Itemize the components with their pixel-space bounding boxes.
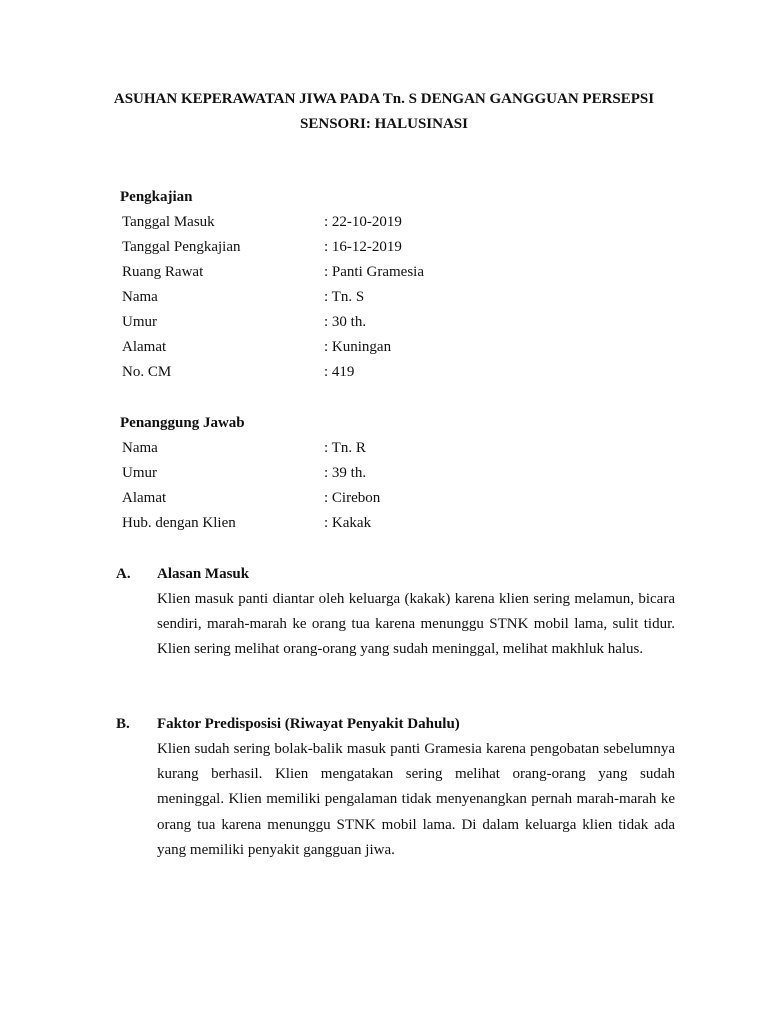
pengkajian-row (122, 262, 622, 287)
field-label: No. CM (122, 364, 172, 380)
field-label: Tanggal Masuk (122, 214, 215, 230)
pengkajian-row (122, 212, 622, 237)
field-value: : 30 th. (324, 312, 366, 332)
penanggung-jawab-heading: Penanggung Jawab (120, 415, 245, 431)
pengkajian-row (122, 237, 622, 262)
section-b-letter: B. (116, 716, 130, 732)
title-line-1: ASUHAN KEPERAWATAN JIWA PADA Tn. S DENGAN GANGGUAN PERSEPSI (113, 91, 655, 107)
field-value: : 419 (324, 362, 354, 382)
field-value: : Kakak (324, 513, 371, 533)
field-value: : 16-12-2019 (324, 237, 402, 257)
section-b-body: Klien sudah sering bolak-balik masuk panti Gramesia karena pengobatan sebelumnya kurang berhasil. Klien mengatakan sering melihat orang-orang yang sudah meninggal. Klien memiliki pengalaman tidak menyenangkan pernah marah-marah ke orang tua karena menunggu STNK mobil lama. Di dalam keluarga klien tidak ada yang memiliki penyakit gangguan jiwa. (157, 741, 675, 858)
pengkajian-heading: Pengkajian (120, 189, 193, 205)
field-value: : 39 th. (324, 463, 366, 483)
section-a-heading: Alasan Masuk (157, 566, 250, 582)
pengkajian-table (122, 212, 622, 387)
penanggung-jawab-row (122, 488, 622, 513)
field-value: : Panti Gramesia (324, 262, 424, 282)
pengkajian-row (122, 337, 622, 362)
penanggung-jawab-row (122, 463, 622, 488)
field-label: Nama (122, 440, 158, 456)
document-title (90, 87, 678, 137)
field-label: Ruang Rawat (122, 264, 204, 280)
field-label: Tanggal Pengkajian (122, 239, 241, 255)
field-label: Hub. dengan Klien (122, 515, 236, 531)
pengkajian-row (122, 287, 622, 312)
section-a-body: Klien masuk panti diantar oleh keluarga (kakak) karena klien sering melamun, bicara sendiri, marah-marah ke orang tua karena menunggu STNK mobil lama, sulit tidur. Klien sering melihat orang-orang yang sudah meninggal, melihat makhluk halus. (157, 591, 675, 658)
penanggung-jawab-row (122, 513, 622, 538)
penanggung-jawab-table (122, 438, 622, 538)
field-value: : 22-10-2019 (324, 212, 402, 232)
field-label: Umur (122, 314, 157, 330)
field-value: : Tn. S (324, 287, 364, 307)
penanggung-jawab-row (122, 438, 622, 463)
section-b-heading: Faktor Predisposisi (Riwayat Penyakit Dahulu) (157, 716, 460, 732)
field-label: Alamat (122, 339, 167, 355)
title-line-2: SENSORI: HALUSINASI (300, 116, 468, 132)
field-value: : Kuningan (324, 337, 391, 357)
field-label: Umur (122, 465, 157, 481)
field-label: Alamat (122, 490, 167, 506)
field-value: : Tn. R (324, 438, 366, 458)
section-a-letter: A. (116, 566, 131, 582)
field-label: Nama (122, 289, 158, 305)
pengkajian-row (122, 312, 622, 337)
field-value: : Cirebon (324, 488, 380, 508)
pengkajian-row (122, 362, 622, 387)
